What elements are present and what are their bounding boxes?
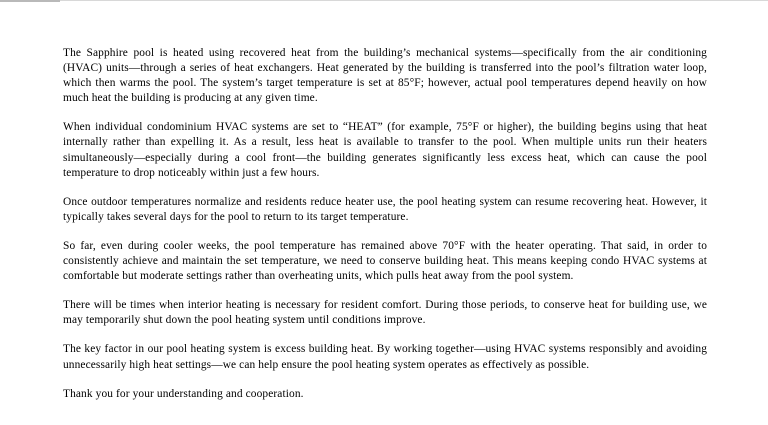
paragraph: The key factor in our pool heating system is excess building heat. By working together—using HVAC systems responsibly and avoiding unnecessarily high heat settings—we can help ensure the pool heating system operates as effectively as possible. [63,343,707,371]
paragraph: Thank you for your understanding and cooperation. [63,387,304,400]
paragraph: The Sapphire pool is heated using recovered heat from the building’s mechanical systems—specifically from the air conditioning (HVAC) units—through a series of heat exchangers. Heat generated by the building is transferred into the pool’s filtration water loop, which then warms the pool. The system’s target temperature is set at 85°F; however, actual pool temperatures depend heavily on how much heat the building is producing at any given time. [63,47,707,105]
paragraph: So far, even during cooler weeks, the pool temperature has remained above 70°F with the heater operating. That said, in order to consistently achieve and maintain the set temperature, we need to conserve building heat. This means keeping condo HVAC systems at comfortable but moderate settings rather than overheating units, which pulls heat away from the pool system. [63,239,707,283]
page-top-border [60,0,768,1]
paragraph: There will be times when interior heating is necessary for resident comfort. During those periods, to conserve heat for building use, we may temporarily shut down the pool heating system until conditions improve. [63,299,707,327]
document-body [63,46,707,402]
paragraph: When individual condominium HVAC systems are set to “HEAT” (for example, 75°F or higher), the building begins using that heat internally rather than expelling it. As a result, less heat is available to transfer to the pool. When multiple units run their heaters simultaneously—especially during a cool front—the building generates significantly less excess heat, which can cause the pool temperature to drop noticeably within just a few hours. [63,121,707,179]
paragraph: Once outdoor temperatures normalize and residents reduce heater use, the pool heating system can resume recovering heat. However, it typically takes several days for the pool to return to its target temperature. [63,195,707,223]
page-top-border-left [0,0,60,2]
